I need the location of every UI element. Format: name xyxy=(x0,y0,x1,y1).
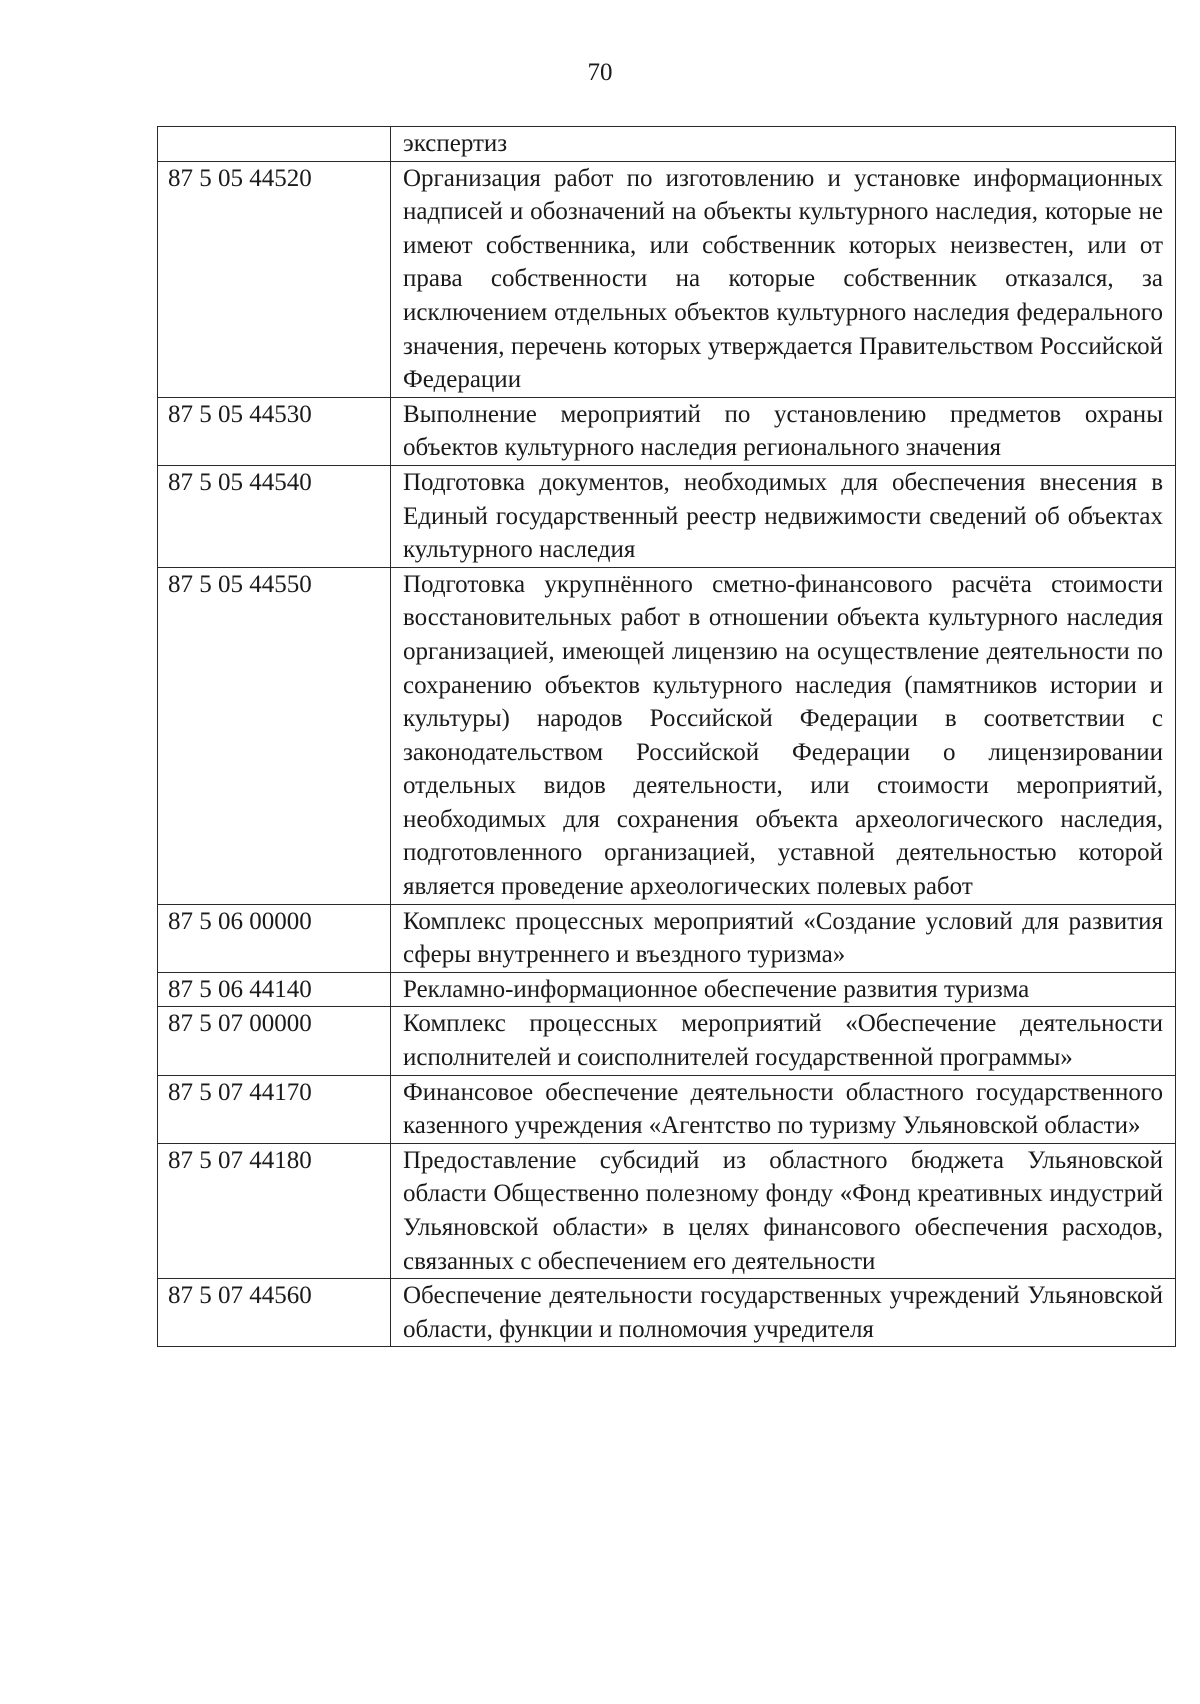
row-code: 87 5 05 44550 xyxy=(158,567,391,904)
row-code: 87 5 06 44140 xyxy=(158,972,391,1007)
table-row xyxy=(158,972,1176,1007)
table-row xyxy=(158,127,1176,162)
budget-classification-table xyxy=(157,126,1176,1347)
row-code xyxy=(158,127,391,162)
table-row xyxy=(158,567,1176,904)
table-row xyxy=(158,904,1176,972)
row-code: 87 5 07 44180 xyxy=(158,1143,391,1278)
row-description: Обеспечение деятельности государственных учреждений Ульяновской области, функции и полномочия учредителя xyxy=(391,1279,1176,1347)
row-code: 87 5 07 00000 xyxy=(158,1007,391,1075)
row-description: Комплекс процессных мероприятий «Обеспечение деятельности исполнителей и соисполнителей государственной программы» xyxy=(391,1007,1176,1075)
row-description: Рекламно-информационное обеспечение развития туризма xyxy=(391,972,1176,1007)
table-row xyxy=(158,1007,1176,1075)
table-row xyxy=(158,397,1176,465)
row-description: Организация работ по изготовлению и установке информационных надписей и обозначений на объекты культурного наследия, которые не имеют собственника, или собственник которых неизвестен, или от права собственности на которые собственник отказался, за исключением отдельных объектов культурного наследия федерального значения, перечень которых утверждается Правительством Российской Федерации xyxy=(391,161,1176,397)
row-code: 87 5 07 44170 xyxy=(158,1075,391,1143)
row-code: 87 5 05 44540 xyxy=(158,465,391,567)
table-row xyxy=(158,1075,1176,1143)
row-description: Подготовка укрупнённого сметно-финансового расчёта стоимости восстановительных работ в отношении объекта культурного наследия организацией, имеющей лицензию на осуществление деятельности по сохранению объектов культурного наследия (памятников истории и культуры) народов Российской Федерации в соответствии с законодательством Российской Федерации о лицензировании отдельных видов деятельности, или стоимости мероприятий, необходимых для сохранения объекта археологического наследия, подготовленного организацией, уставной деятельностью которой является проведение археологических полевых работ xyxy=(391,567,1176,904)
row-description: Финансовое обеспечение деятельности областного государственного казенного учреждения «Агентство по туризму Ульяновской области» xyxy=(391,1075,1176,1143)
table-row xyxy=(158,465,1176,567)
table-row xyxy=(158,161,1176,397)
table-row xyxy=(158,1143,1176,1278)
table-row xyxy=(158,1279,1176,1347)
row-code: 87 5 06 00000 xyxy=(158,904,391,972)
row-description: Выполнение мероприятий по установлению предметов охраны объектов культурного наследия регионального значения xyxy=(391,397,1176,465)
row-description: экспертиз xyxy=(391,127,1176,162)
page-number: 70 xyxy=(587,59,613,86)
row-description: Подготовка документов, необходимых для обеспечения внесения в Единый государственный реестр недвижимости сведений об объектах культурного наследия xyxy=(391,465,1176,567)
row-code: 87 5 05 44530 xyxy=(158,397,391,465)
row-description: Предоставление субсидий из областного бюджета Ульяновской области Общественно полезному фонду «Фонд креативных индустрий Ульяновской области» в целях финансового обеспечения расходов, связанных с обеспечением его деятельности xyxy=(391,1143,1176,1278)
row-code: 87 5 07 44560 xyxy=(158,1279,391,1347)
row-code: 87 5 05 44520 xyxy=(158,161,391,397)
row-description: Комплекс процессных мероприятий «Создание условий для развития сферы внутреннего и въездного туризма» xyxy=(391,904,1176,972)
